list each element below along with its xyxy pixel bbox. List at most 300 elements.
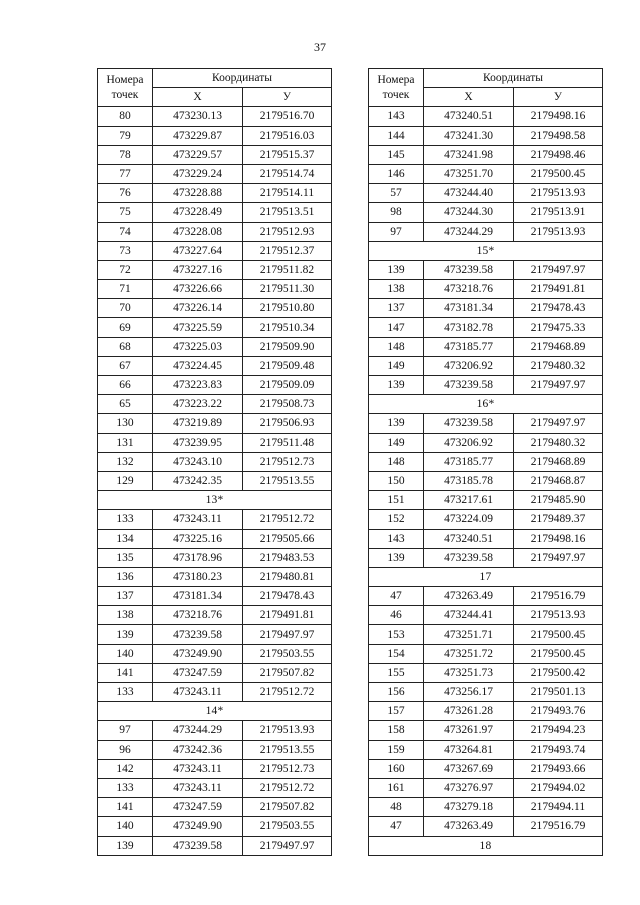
table-row <box>369 318 603 337</box>
table-row <box>369 356 603 375</box>
table-row <box>369 414 603 433</box>
point-number-cell: 139 <box>369 414 424 433</box>
y-coordinate-cell: 2179516.03 <box>243 126 332 145</box>
header-coordinates: Координаты <box>153 69 332 88</box>
table-row <box>369 376 603 395</box>
table-row <box>369 587 603 606</box>
point-number-cell: 65 <box>98 395 153 414</box>
x-coordinate-cell: 473219.89 <box>153 414 243 433</box>
y-coordinate-cell: 2179509.90 <box>243 337 332 356</box>
x-coordinate-cell: 473239.58 <box>153 625 243 644</box>
point-number-cell: 132 <box>98 452 153 471</box>
table-row <box>369 471 603 490</box>
point-number-cell: 97 <box>369 222 424 241</box>
section-label: 18 <box>369 836 603 855</box>
y-coordinate-cell: 2179512.72 <box>243 510 332 529</box>
y-coordinate-cell: 2179516.70 <box>243 107 332 126</box>
y-coordinate-cell: 2179516.79 <box>514 817 603 836</box>
point-number-cell: 141 <box>98 798 153 817</box>
table-row <box>369 260 603 279</box>
section-label: 15* <box>369 241 603 260</box>
point-number-cell: 139 <box>98 625 153 644</box>
y-coordinate-cell: 2179511.82 <box>243 260 332 279</box>
x-coordinate-cell: 473239.58 <box>424 414 514 433</box>
table-row <box>369 644 603 663</box>
x-coordinate-cell: 473180.23 <box>153 567 243 586</box>
table-row <box>369 222 603 241</box>
section-row <box>369 836 603 855</box>
x-coordinate-cell: 473247.59 <box>153 663 243 682</box>
x-coordinate-cell: 473240.51 <box>424 107 514 126</box>
x-coordinate-cell: 473178.96 <box>153 548 243 567</box>
y-coordinate-cell: 2179500.45 <box>514 625 603 644</box>
x-coordinate-cell: 473276.97 <box>424 778 514 797</box>
x-coordinate-cell: 473263.49 <box>424 587 514 606</box>
table-row <box>98 433 332 452</box>
table-row <box>98 510 332 529</box>
y-coordinate-cell: 2179493.74 <box>514 740 603 759</box>
header-number-line1: Номера <box>377 73 415 86</box>
table-row <box>369 280 603 299</box>
x-coordinate-cell: 473239.58 <box>153 836 243 855</box>
table-row <box>369 529 603 548</box>
point-number-cell: 148 <box>369 452 424 471</box>
header-y: У <box>514 88 603 107</box>
point-number-cell: 139 <box>369 548 424 567</box>
table-body-left <box>98 107 332 855</box>
point-number-cell: 76 <box>98 184 153 203</box>
y-coordinate-cell: 2179498.58 <box>514 126 603 145</box>
y-coordinate-cell: 2179497.97 <box>243 625 332 644</box>
x-coordinate-cell: 473251.72 <box>424 644 514 663</box>
y-coordinate-cell: 2179468.87 <box>514 471 603 490</box>
x-coordinate-cell: 473223.83 <box>153 376 243 395</box>
point-number-cell: 134 <box>98 529 153 548</box>
x-coordinate-cell: 473206.92 <box>424 356 514 375</box>
y-coordinate-cell: 2179498.46 <box>514 145 603 164</box>
table-row <box>98 663 332 682</box>
x-coordinate-cell: 473244.41 <box>424 606 514 625</box>
y-coordinate-cell: 2179494.11 <box>514 798 603 817</box>
table-row <box>98 356 332 375</box>
y-coordinate-cell: 2179513.93 <box>514 184 603 203</box>
point-number-cell: 143 <box>369 529 424 548</box>
x-coordinate-cell: 473244.29 <box>424 222 514 241</box>
y-coordinate-cell: 2179478.43 <box>243 587 332 606</box>
x-coordinate-cell: 473279.18 <box>424 798 514 817</box>
x-coordinate-cell: 473228.08 <box>153 222 243 241</box>
table-row <box>98 759 332 778</box>
y-coordinate-cell: 2179497.97 <box>514 260 603 279</box>
point-number-cell: 156 <box>369 683 424 702</box>
point-number-cell: 149 <box>369 356 424 375</box>
point-number-cell: 144 <box>369 126 424 145</box>
y-coordinate-cell: 2179475.33 <box>514 318 603 337</box>
point-number-cell: 143 <box>369 107 424 126</box>
y-coordinate-cell: 2179512.73 <box>243 452 332 471</box>
x-coordinate-cell: 473239.95 <box>153 433 243 452</box>
point-number-cell: 147 <box>369 318 424 337</box>
x-coordinate-cell: 473249.90 <box>153 644 243 663</box>
coordinates-table-right <box>368 68 603 856</box>
page-number: 37 <box>314 40 326 54</box>
x-coordinate-cell: 473243.11 <box>153 778 243 797</box>
x-coordinate-cell: 473227.16 <box>153 260 243 279</box>
point-number-cell: 137 <box>369 299 424 318</box>
point-number-cell: 72 <box>98 260 153 279</box>
x-coordinate-cell: 473242.35 <box>153 471 243 490</box>
x-coordinate-cell: 473263.49 <box>424 817 514 836</box>
y-coordinate-cell: 2179501.13 <box>514 683 603 702</box>
table-row <box>98 376 332 395</box>
table-row <box>369 548 603 567</box>
table-row <box>98 414 332 433</box>
y-coordinate-cell: 2179491.81 <box>514 280 603 299</box>
table-row <box>98 203 332 222</box>
point-number-cell: 73 <box>98 241 153 260</box>
point-number-cell: 69 <box>98 318 153 337</box>
x-coordinate-cell: 473185.77 <box>424 452 514 471</box>
x-coordinate-cell: 473181.34 <box>424 299 514 318</box>
y-coordinate-cell: 2179513.55 <box>243 740 332 759</box>
y-coordinate-cell: 2179480.32 <box>514 356 603 375</box>
y-coordinate-cell: 2179503.55 <box>243 644 332 663</box>
point-number-cell: 158 <box>369 721 424 740</box>
table-row <box>98 241 332 260</box>
y-coordinate-cell: 2179493.76 <box>514 702 603 721</box>
y-coordinate-cell: 2179512.72 <box>243 778 332 797</box>
table-body-right <box>369 107 603 855</box>
y-coordinate-cell: 2179512.73 <box>243 759 332 778</box>
point-number-cell: 71 <box>98 280 153 299</box>
table-row <box>369 433 603 452</box>
table-row <box>98 721 332 740</box>
point-number-cell: 131 <box>98 433 153 452</box>
section-row <box>98 491 332 510</box>
x-coordinate-cell: 473206.92 <box>424 433 514 452</box>
table-row <box>98 740 332 759</box>
table-row <box>369 759 603 778</box>
y-coordinate-cell: 2179512.72 <box>243 683 332 702</box>
table-row <box>98 318 332 337</box>
point-number-cell: 130 <box>98 414 153 433</box>
header-number-line1: Номера <box>106 73 144 86</box>
y-coordinate-cell: 2179513.93 <box>243 721 332 740</box>
table-row <box>98 107 332 126</box>
y-coordinate-cell: 2179509.09 <box>243 376 332 395</box>
x-coordinate-cell: 473244.40 <box>424 184 514 203</box>
y-coordinate-cell: 2179489.37 <box>514 510 603 529</box>
x-coordinate-cell: 473229.87 <box>153 126 243 145</box>
point-number-cell: 151 <box>369 491 424 510</box>
y-coordinate-cell: 2179513.93 <box>514 222 603 241</box>
x-coordinate-cell: 473225.59 <box>153 318 243 337</box>
y-coordinate-cell: 2179503.55 <box>243 817 332 836</box>
point-number-cell: 159 <box>369 740 424 759</box>
y-coordinate-cell: 2179511.48 <box>243 433 332 452</box>
point-number-cell: 70 <box>98 299 153 318</box>
table-row <box>98 299 332 318</box>
point-number-cell: 150 <box>369 471 424 490</box>
point-number-cell: 66 <box>98 376 153 395</box>
point-number-cell: 154 <box>369 644 424 663</box>
x-coordinate-cell: 473244.29 <box>153 721 243 740</box>
x-coordinate-cell: 473226.14 <box>153 299 243 318</box>
y-coordinate-cell: 2179513.91 <box>514 203 603 222</box>
y-coordinate-cell: 2179509.48 <box>243 356 332 375</box>
point-number-cell: 160 <box>369 759 424 778</box>
table-row <box>98 471 332 490</box>
table-row <box>98 778 332 797</box>
section-row <box>369 567 603 586</box>
y-coordinate-cell: 2179510.34 <box>243 318 332 337</box>
point-number-cell: 68 <box>98 337 153 356</box>
y-coordinate-cell: 2179497.97 <box>514 548 603 567</box>
y-coordinate-cell: 2179508.73 <box>243 395 332 414</box>
table-row <box>369 817 603 836</box>
x-coordinate-cell: 473240.51 <box>424 529 514 548</box>
table-row <box>98 836 332 855</box>
x-coordinate-cell: 473218.76 <box>424 280 514 299</box>
x-coordinate-cell: 473256.17 <box>424 683 514 702</box>
y-coordinate-cell: 2179500.42 <box>514 663 603 682</box>
y-coordinate-cell: 2179511.30 <box>243 280 332 299</box>
header-x: X <box>153 88 243 107</box>
y-coordinate-cell: 2179494.23 <box>514 721 603 740</box>
section-label: 17 <box>369 567 603 586</box>
point-number-cell: 146 <box>369 164 424 183</box>
y-coordinate-cell: 2179498.16 <box>514 529 603 548</box>
point-number-cell: 57 <box>369 184 424 203</box>
table-row <box>98 644 332 663</box>
table-row <box>98 606 332 625</box>
y-coordinate-cell: 2179500.45 <box>514 164 603 183</box>
x-coordinate-cell: 473241.98 <box>424 145 514 164</box>
x-coordinate-cell: 473239.58 <box>424 548 514 567</box>
table-row <box>98 548 332 567</box>
x-coordinate-cell: 473228.49 <box>153 203 243 222</box>
x-coordinate-cell: 473241.30 <box>424 126 514 145</box>
y-coordinate-cell: 2179506.93 <box>243 414 332 433</box>
table-row <box>369 778 603 797</box>
y-coordinate-cell: 2179505.66 <box>243 529 332 548</box>
header-coordinates: Координаты <box>424 69 603 88</box>
x-coordinate-cell: 473229.24 <box>153 164 243 183</box>
table-row <box>369 663 603 682</box>
point-number-cell: 135 <box>98 548 153 567</box>
y-coordinate-cell: 2179513.93 <box>514 606 603 625</box>
point-number-cell: 133 <box>98 683 153 702</box>
x-coordinate-cell: 473185.77 <box>424 337 514 356</box>
y-coordinate-cell: 2179500.45 <box>514 644 603 663</box>
x-coordinate-cell: 473217.61 <box>424 491 514 510</box>
y-coordinate-cell: 2179514.74 <box>243 164 332 183</box>
x-coordinate-cell: 473225.03 <box>153 337 243 356</box>
header-point-number <box>369 69 424 107</box>
table-row <box>369 491 603 510</box>
point-number-cell: 157 <box>369 702 424 721</box>
table-row <box>369 337 603 356</box>
table-row <box>98 145 332 164</box>
x-coordinate-cell: 473224.09 <box>424 510 514 529</box>
point-number-cell: 133 <box>98 778 153 797</box>
section-row <box>369 241 603 260</box>
point-number-cell: 74 <box>98 222 153 241</box>
table-row <box>98 184 332 203</box>
y-coordinate-cell: 2179493.66 <box>514 759 603 778</box>
table-row <box>98 625 332 644</box>
x-coordinate-cell: 473223.22 <box>153 395 243 414</box>
y-coordinate-cell: 2179497.97 <box>243 836 332 855</box>
table-row <box>369 798 603 817</box>
y-coordinate-cell: 2179507.82 <box>243 663 332 682</box>
y-coordinate-cell: 2179485.90 <box>514 491 603 510</box>
point-number-cell: 155 <box>369 663 424 682</box>
y-coordinate-cell: 2179510.80 <box>243 299 332 318</box>
point-number-cell: 140 <box>98 817 153 836</box>
header-y: У <box>243 88 332 107</box>
table-row <box>98 222 332 241</box>
x-coordinate-cell: 473264.81 <box>424 740 514 759</box>
x-coordinate-cell: 473242.36 <box>153 740 243 759</box>
y-coordinate-cell: 2179494.02 <box>514 778 603 797</box>
point-number-cell: 139 <box>98 836 153 855</box>
x-coordinate-cell: 473181.34 <box>153 587 243 606</box>
header-number-line2: точек <box>111 88 139 101</box>
y-coordinate-cell: 2179515.37 <box>243 145 332 164</box>
header-point-number <box>98 69 153 107</box>
table-row <box>98 567 332 586</box>
table-row <box>369 184 603 203</box>
point-number-cell: 80 <box>98 107 153 126</box>
y-coordinate-cell: 2179497.97 <box>514 414 603 433</box>
table-row <box>369 145 603 164</box>
x-coordinate-cell: 473261.97 <box>424 721 514 740</box>
point-number-cell: 138 <box>98 606 153 625</box>
point-number-cell: 161 <box>369 778 424 797</box>
y-coordinate-cell: 2179491.81 <box>243 606 332 625</box>
x-coordinate-cell: 473182.78 <box>424 318 514 337</box>
y-coordinate-cell: 2179516.79 <box>514 587 603 606</box>
point-number-cell: 138 <box>369 280 424 299</box>
x-coordinate-cell: 473244.30 <box>424 203 514 222</box>
table-row <box>98 817 332 836</box>
x-coordinate-cell: 473218.76 <box>153 606 243 625</box>
table-row <box>98 164 332 183</box>
table-row <box>369 203 603 222</box>
table-row <box>98 260 332 279</box>
y-coordinate-cell: 2179480.32 <box>514 433 603 452</box>
point-number-cell: 148 <box>369 337 424 356</box>
point-number-cell: 149 <box>369 433 424 452</box>
section-row <box>369 395 603 414</box>
point-number-cell: 129 <box>98 471 153 490</box>
table-row <box>98 587 332 606</box>
x-coordinate-cell: 473229.57 <box>153 145 243 164</box>
table-row <box>369 452 603 471</box>
table-row <box>98 798 332 817</box>
table-row <box>369 299 603 318</box>
point-number-cell: 153 <box>369 625 424 644</box>
point-number-cell: 77 <box>98 164 153 183</box>
x-coordinate-cell: 473224.45 <box>153 356 243 375</box>
point-number-cell: 140 <box>98 644 153 663</box>
point-number-cell: 139 <box>369 260 424 279</box>
header-x: X <box>424 88 514 107</box>
point-number-cell: 97 <box>98 721 153 740</box>
point-number-cell: 48 <box>369 798 424 817</box>
table-row <box>369 740 603 759</box>
point-number-cell: 78 <box>98 145 153 164</box>
x-coordinate-cell: 473243.11 <box>153 759 243 778</box>
x-coordinate-cell: 473243.11 <box>153 683 243 702</box>
point-number-cell: 137 <box>98 587 153 606</box>
x-coordinate-cell: 473230.13 <box>153 107 243 126</box>
point-number-cell: 141 <box>98 663 153 682</box>
section-label: 14* <box>98 702 332 721</box>
point-number-cell: 47 <box>369 587 424 606</box>
table-row <box>98 452 332 471</box>
point-number-cell: 145 <box>369 145 424 164</box>
y-coordinate-cell: 2179480.81 <box>243 567 332 586</box>
point-number-cell: 46 <box>369 606 424 625</box>
x-coordinate-cell: 473243.10 <box>153 452 243 471</box>
y-coordinate-cell: 2179483.53 <box>243 548 332 567</box>
point-number-cell: 67 <box>98 356 153 375</box>
x-coordinate-cell: 473243.11 <box>153 510 243 529</box>
table-row <box>369 721 603 740</box>
table-row <box>369 683 603 702</box>
table-row <box>369 164 603 183</box>
y-coordinate-cell: 2179497.97 <box>514 376 603 395</box>
table-row <box>369 702 603 721</box>
section-label: 16* <box>369 395 603 414</box>
table-row <box>98 126 332 145</box>
table-row <box>98 280 332 299</box>
y-coordinate-cell: 2179513.51 <box>243 203 332 222</box>
y-coordinate-cell: 2179478.43 <box>514 299 603 318</box>
x-coordinate-cell: 473267.69 <box>424 759 514 778</box>
table-row <box>369 625 603 644</box>
x-coordinate-cell: 473227.64 <box>153 241 243 260</box>
x-coordinate-cell: 473247.59 <box>153 798 243 817</box>
header-number-line2: точек <box>382 88 410 101</box>
x-coordinate-cell: 473239.58 <box>424 376 514 395</box>
x-coordinate-cell: 473185.78 <box>424 471 514 490</box>
point-number-cell: 75 <box>98 203 153 222</box>
section-row <box>98 702 332 721</box>
y-coordinate-cell: 2179468.89 <box>514 452 603 471</box>
x-coordinate-cell: 473251.70 <box>424 164 514 183</box>
table-row <box>98 337 332 356</box>
point-number-cell: 79 <box>98 126 153 145</box>
y-coordinate-cell: 2179507.82 <box>243 798 332 817</box>
x-coordinate-cell: 473249.90 <box>153 817 243 836</box>
section-label: 13* <box>98 491 332 510</box>
table-row <box>369 510 603 529</box>
point-number-cell: 142 <box>98 759 153 778</box>
y-coordinate-cell: 2179512.93 <box>243 222 332 241</box>
y-coordinate-cell: 2179512.37 <box>243 241 332 260</box>
table-row <box>98 395 332 414</box>
y-coordinate-cell: 2179498.16 <box>514 107 603 126</box>
table-row <box>369 107 603 126</box>
point-number-cell: 139 <box>369 376 424 395</box>
x-coordinate-cell: 473251.71 <box>424 625 514 644</box>
table-row <box>98 529 332 548</box>
x-coordinate-cell: 473228.88 <box>153 184 243 203</box>
x-coordinate-cell: 473225.16 <box>153 529 243 548</box>
